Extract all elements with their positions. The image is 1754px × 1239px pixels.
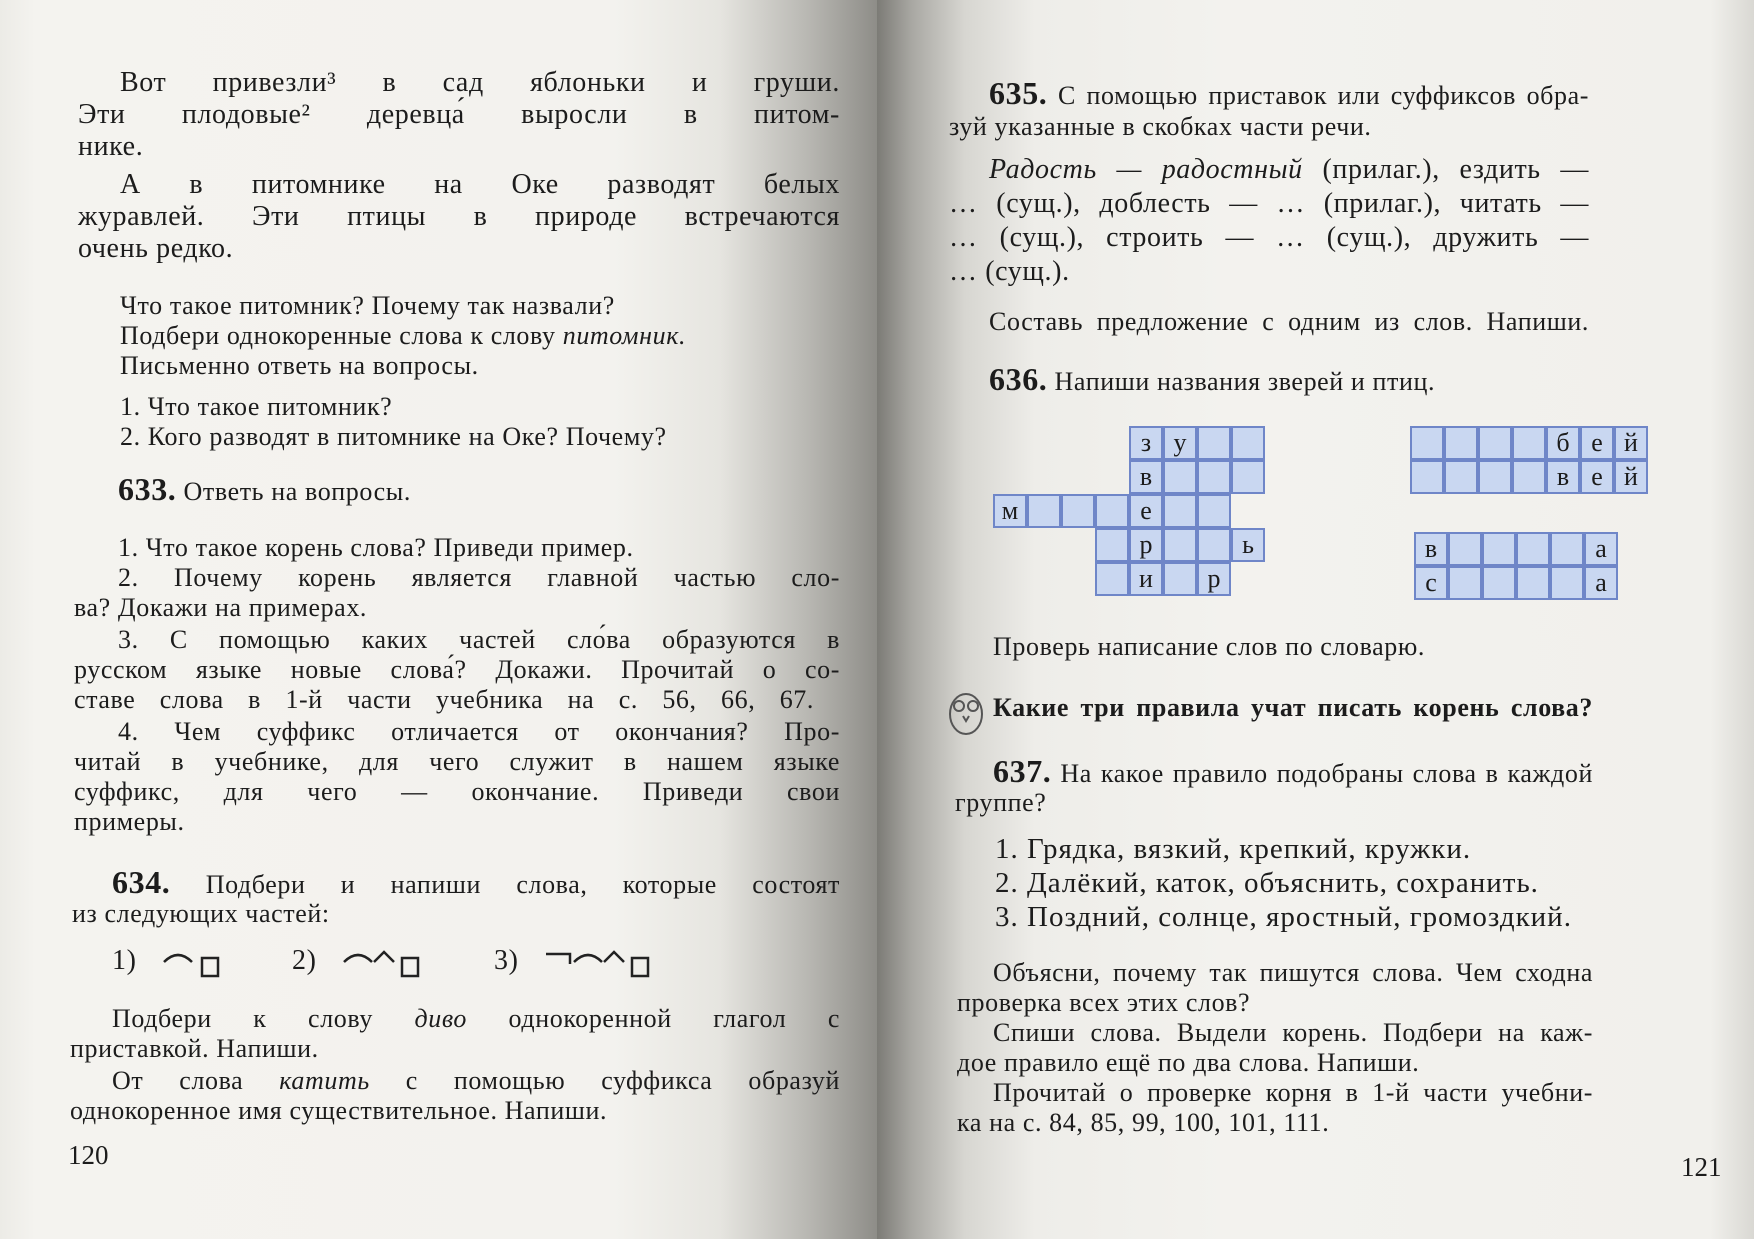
text-line: Объясни, почему так пишутся слова. Чем сходна bbox=[993, 958, 1593, 987]
exercise-633-heading bbox=[118, 471, 411, 507]
word-group: 3. Поздний, солнце, яростный, громоздкий. bbox=[995, 901, 1572, 933]
grid-cell: б bbox=[1546, 426, 1580, 460]
grid-cell bbox=[1163, 562, 1197, 596]
root-suffix-ending-scheme-icon bbox=[340, 946, 430, 982]
grid-cell bbox=[1512, 460, 1546, 494]
text-line: Эти плодовые² деревца́ выросли в питом- bbox=[78, 99, 840, 130]
grid-cell bbox=[1061, 494, 1095, 528]
exercise-634-heading bbox=[112, 864, 840, 900]
grid-cell bbox=[1197, 460, 1231, 494]
word-group: 2. Далёкий, каток, объяснить, сохранить. bbox=[995, 867, 1539, 899]
text-line: … (сущ.), строить — … (сущ.), дружить — bbox=[949, 222, 1589, 253]
text-line bbox=[989, 155, 1589, 185]
text-line: читай в учебнике, для чего служит в нашем языке bbox=[74, 747, 840, 776]
text-line: … (сущ.). bbox=[949, 256, 1070, 287]
text-line: примеры. bbox=[74, 807, 185, 836]
text-line: Проверь написание слов по словарю. bbox=[993, 632, 1426, 661]
scheme-label: 3) bbox=[494, 945, 519, 976]
text-line: 2. Кого разводят в питомнике на Оке? Почему? bbox=[120, 422, 667, 451]
exercise-636-heading bbox=[989, 361, 1436, 397]
text-line: 1. Что такое корень слова? Приведи пример. bbox=[118, 533, 634, 562]
grid-cell: з bbox=[1129, 426, 1163, 460]
grid-cell: в bbox=[1546, 460, 1580, 494]
text-line: Письменно ответь на вопросы. bbox=[120, 351, 479, 380]
grid-cell: м bbox=[993, 494, 1027, 528]
exercise-title: Ответь на вопросы. bbox=[183, 477, 411, 506]
grid-cell: й bbox=[1614, 460, 1648, 494]
exercise-title: Напиши названия зверей и птиц. bbox=[1054, 367, 1436, 396]
grid-cell bbox=[1444, 460, 1478, 494]
exercise-number: 635. bbox=[989, 75, 1048, 111]
text-line: 4. Чем суффикс отличается от окончания? Про- bbox=[118, 717, 840, 746]
grid-cell bbox=[1163, 528, 1197, 562]
text-line bbox=[120, 321, 686, 351]
text-fragment: Подбери и напиши слова, которые состоят bbox=[205, 870, 840, 899]
grid-cell bbox=[1197, 426, 1231, 460]
text-line: ва? Докажи на примерах. bbox=[74, 593, 368, 622]
grid-cell: в bbox=[1414, 532, 1448, 566]
text-line: Вот привезли³ в сад яблоньки и груши. bbox=[120, 67, 840, 98]
text-line: зуй указанные в скобках части речи. bbox=[949, 112, 1372, 141]
text-fragment: Подбери однокоренные слова к слову bbox=[120, 321, 556, 350]
grid-cell: е bbox=[1580, 460, 1614, 494]
grid-cell bbox=[1231, 426, 1265, 460]
page-number: 121 bbox=[1681, 1152, 1722, 1182]
grid-cell: ь bbox=[1231, 528, 1265, 562]
grid-cell: р bbox=[1129, 528, 1163, 562]
text-fragment-italic: катить bbox=[279, 1066, 370, 1095]
grid-cell bbox=[1197, 494, 1231, 528]
grid-cell bbox=[1550, 566, 1584, 600]
text-line: Составь предложение с одним из слов. Напиши. bbox=[989, 307, 1589, 336]
text-line: ка на с. 84, 85, 99, 100, 101, 111. bbox=[957, 1108, 1330, 1137]
text-fragment: (прилаг.), ездить — bbox=[1322, 154, 1589, 185]
text-line bbox=[112, 1004, 840, 1034]
scheme-label: 1) bbox=[112, 945, 137, 976]
text-line: … (сущ.), доблесть — … (прилаг.), читать — bbox=[949, 188, 1589, 219]
exercise-number: 633. bbox=[118, 471, 177, 507]
grid-cell bbox=[1482, 532, 1516, 566]
grid-cell bbox=[1478, 460, 1512, 494]
scheme-label: 2) bbox=[292, 945, 317, 976]
owl-rule-icon bbox=[945, 686, 987, 738]
grid-cell bbox=[1516, 532, 1550, 566]
grid-cell bbox=[1448, 532, 1482, 566]
grid-cell bbox=[1482, 566, 1516, 600]
text-line: журавлей. Эти птицы в природе встречаются bbox=[78, 201, 840, 232]
grid-cell bbox=[1095, 494, 1129, 528]
text-line: из следующих частей: bbox=[72, 899, 330, 928]
text-fragment: Подбери к слову bbox=[112, 1004, 373, 1033]
text-line: 1. Что такое питомник? bbox=[120, 392, 393, 421]
grid-cell bbox=[1027, 494, 1061, 528]
grid-cell bbox=[1163, 460, 1197, 494]
exercise-number: 634. bbox=[112, 864, 171, 900]
text-line: группе? bbox=[955, 788, 1047, 817]
text-line: приставкой. Напиши. bbox=[70, 1034, 319, 1063]
grid-cell bbox=[1410, 460, 1444, 494]
grid-cell bbox=[1444, 426, 1478, 460]
root-ending-scheme-icon bbox=[160, 946, 230, 982]
text-fragment: с помощью суффикса образуй bbox=[405, 1066, 841, 1095]
grid-cell: у bbox=[1163, 426, 1197, 460]
grid-cell: а bbox=[1584, 532, 1618, 566]
grid-cell: и bbox=[1129, 562, 1163, 596]
exercise-637-heading bbox=[993, 753, 1593, 789]
text-fragment-italic: Радость — радостный bbox=[989, 154, 1303, 185]
grid-cell bbox=[1410, 426, 1444, 460]
exercise-number: 637. bbox=[993, 753, 1052, 789]
text-line: проверка всех этих слов? bbox=[957, 988, 1251, 1017]
grid-cell bbox=[1197, 528, 1231, 562]
text-line: нике. bbox=[78, 131, 144, 162]
grid-cell bbox=[1512, 426, 1546, 460]
grid-cell: а bbox=[1584, 566, 1618, 600]
text-fragment: однокоренной глагол с bbox=[508, 1004, 840, 1033]
text-fragment: От слова bbox=[112, 1066, 244, 1095]
grid-cell bbox=[1516, 566, 1550, 600]
exercise-number: 636. bbox=[989, 361, 1048, 397]
text-line: ставе слова в 1-й части учебника на с. 56, 66, 67. bbox=[74, 685, 814, 714]
text-line: 3. С помощью каких частей сло́ва образуются в bbox=[118, 625, 840, 654]
text-line: суффикс, для чего — окончание. Приведи свои bbox=[74, 777, 840, 806]
text-line bbox=[112, 1066, 840, 1096]
text-line: очень редко. bbox=[78, 233, 234, 264]
text-line: Что такое питомник? Почему так назвали? bbox=[120, 291, 615, 320]
text-line: Спиши слова. Выдели корень. Подбери на каж- bbox=[993, 1018, 1593, 1047]
grid-cell: й bbox=[1614, 426, 1648, 460]
grid-cell bbox=[1550, 532, 1584, 566]
text-fragment: На какое правило подобраны слова в каждой bbox=[1060, 759, 1593, 788]
word-group: 1. Грядка, вязкий, крепкий, кружки. bbox=[995, 833, 1472, 865]
text-line: 2. Почему корень является главной частью сло- bbox=[118, 563, 840, 592]
grid-cell: е bbox=[1580, 426, 1614, 460]
page-number: 120 bbox=[68, 1140, 109, 1170]
text-fragment: С помощью приставок или суффиксов обра- bbox=[1057, 81, 1589, 110]
grid-cell bbox=[1448, 566, 1482, 600]
prefix-root-suffix-ending-scheme-icon bbox=[542, 946, 662, 982]
grid-cell bbox=[1478, 426, 1512, 460]
grid-cell bbox=[1231, 460, 1265, 494]
text-line: дое правило ещё по два слова. Напиши. bbox=[957, 1048, 1420, 1077]
grid-cell bbox=[1095, 528, 1129, 562]
text-line: А в питомнике на Оке разводят белых bbox=[120, 169, 840, 200]
text-line: Прочитай о проверке корня в 1-й части учебни- bbox=[993, 1078, 1593, 1107]
text-fragment-italic: питомник. bbox=[562, 321, 687, 350]
grid-cell bbox=[1095, 562, 1129, 596]
text-fragment-italic: диво bbox=[414, 1004, 467, 1033]
grid-cell: е bbox=[1129, 494, 1163, 528]
exercise-635-heading bbox=[989, 75, 1589, 111]
right-page bbox=[877, 0, 1754, 1239]
rule-question: Какие три правила учат писать корень слова? bbox=[993, 693, 1593, 722]
text-line: однокоренное имя существительное. Напиши. bbox=[70, 1096, 608, 1125]
grid-cell bbox=[1163, 494, 1197, 528]
grid-cell: в bbox=[1129, 460, 1163, 494]
grid-cell: р bbox=[1197, 562, 1231, 596]
grid-cell: с bbox=[1414, 566, 1448, 600]
text-line: русском языке новые слова́? Докажи. Прочитай о со- bbox=[74, 655, 840, 684]
